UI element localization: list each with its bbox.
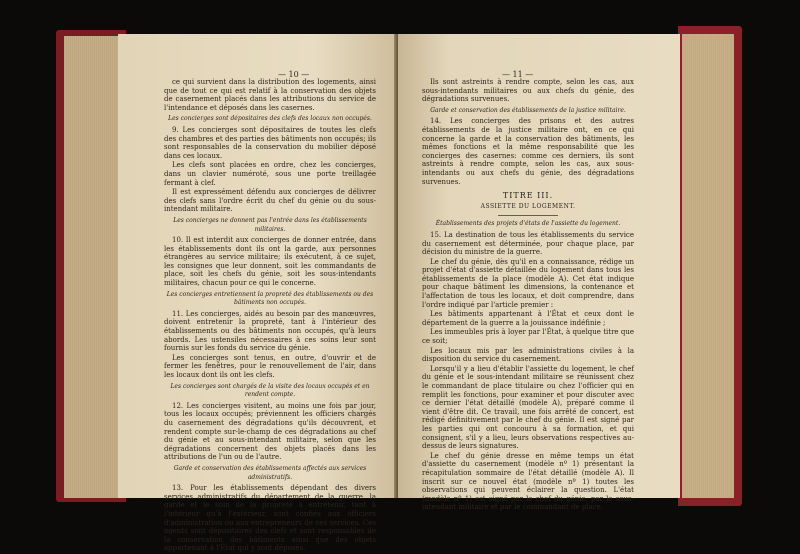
paragraph: 10. Il est interdit aux concierges de donner entrée, dans les établissements dont ils ont la garde, aux personnes étrangères au service militaire; ils exécutent, à ce sujet, les consignes que leur donnent, soit les commandants de place, soit les chefs du génie, soit les sous-intendants militaires, chacun pour ce qui le concerne. (164, 236, 376, 288)
section-title: TITRE III. (502, 191, 554, 201)
paragraph: 11. Les concierges, aidés au besoin par des manœuvres, doivent entretenir la propreté, tant à l'intérieur des établissements ou des bâtiments non occupés, qu'à leurs abords. Les ustensiles nécessaires à ces soins leur sont fournis sur les fonds du service du génie. (164, 309, 376, 353)
paragraph: Ils sont astreints à rendre compte, selon les cas, aux sous-intendants militaires ou aux chefs du génie, des dégradations survenues. (422, 78, 634, 104)
paragraph: Le chef du génie dresse en même temps un état d'assiette du casernement (modèle nº 1) présentant la récapitulation sommaire de l'état détaillé (modèle A). Il inscrit sur ce nouvel état (modèle nº 1) toutes les observations qui peuvent éclairer la question. L'état (modèle nº 1) est signé par le chef du génie, par le sous-intendant militaire et par le commandant de place. (422, 451, 634, 512)
paragraph: Les locaux mis par les administrations civiles à la disposition du service du casernement. (422, 346, 634, 364)
side-heading: Garde et conservation des établissements affectés aux services administratifs. (173, 464, 367, 481)
left-page (118, 34, 398, 553)
page-edges-right (682, 34, 734, 498)
page-number: — 11 — (502, 70, 534, 79)
paragraph: Le chef du génie, dès qu'il en a connaissance, rédige un projet d'état d'assiette détaillée du logement dans tous les établissements de la place (modèle A). Cet état indique pour chaque bâtiment les dimensions, la contenance et l'affectation de tous les locaux, et doit comprendre, dans l'ordre indiqué par l'article premier : (422, 257, 634, 309)
page-number: — 10 — (278, 70, 310, 79)
side-heading: Les concierges ne donnent pas l'entrée dans les établissements militaires. (173, 216, 367, 233)
section-subtitle: ASSIETTE DU LOGEMENT. (480, 202, 576, 210)
paragraph: 13. Pour les établissements dépendant des divers services administratifs du département de la guerre, la garde et le soin de la propreté à entretenir, tant à l'intérieur qu'à l'extérieur, sont confiés aux officiers d'administration ou aux entrepreneurs de ces services. Ces agents sont dépositaires des clefs et sont responsables de la conservation des bâtiments ainsi que des objets appartenant à l'État qui y sont déposés. (164, 484, 376, 553)
paragraph: Les immeubles pris à loyer par l'État, à quelque titre que ce soit; (422, 328, 634, 346)
side-heading: Les concierges sont chargés de la visite des locaux occupés et en rendent compte. (170, 382, 370, 399)
side-heading: Les concierges entretiennent la propreté des établissements ou des bâtiments non occupés. (166, 290, 374, 307)
right-page-text (422, 78, 634, 513)
left-page-text (164, 78, 376, 554)
paragraph: Il est expressément défendu aux concierges de délivrer des clefs sans l'ordre écrit du chef du génie ou du sous-intendant militaire. (164, 188, 376, 214)
right-page (398, 34, 680, 512)
paragraph: 12. Les concierges visitent, au moins une fois par jour, tous les locaux occupés; préviennent les officiers chargés du casernement des dégradations qu'ils découvrent, et rendent compte sur-le-champ de ces dégradations au chef du génie et au sous-intendant militaire, selon que les dégradations concernent des objets placés dans les attributions de l'un ou de l'autre. (164, 401, 376, 462)
side-heading: Établissements des projets d'états de l'assiette du logement. (435, 220, 621, 228)
paragraph: Les clefs sont placées en ordre, chez les concierges, dans un clavier numéroté, sous une porte treillagée fermant à clef. (164, 161, 376, 187)
paragraph: 9. Les concierges sont dépositaires de toutes les clefs des chambres et des parties des bâtiments non occupés; ils sont responsables de la conservation du mobilier déposé dans ces locaux. (164, 125, 376, 160)
paragraph: Les bâtiments appartenant à l'État et ceux dont le département de la guerre a la jouissance indéfinie ; (422, 310, 634, 327)
paragraph: Les concierges sont tenus, en outre, d'ouvrir et de fermer les fenêtres, pour le renouvellement de l'air, dans les locaux dont ils ont les clefs. (164, 353, 376, 379)
side-heading: Garde et conservation des établissements de la justice militaire. (430, 106, 626, 114)
paragraph: 15. La destination de tous les établissements du service du casernement est déterminée, pour chaque place, par décision du ministre de la guerre. (422, 230, 634, 257)
paragraph: ce qui survient dans la distribution des logements, ainsi que de tout ce qui est relatif à la conservation des objets de casernement placés dans les attributions du service de l'intendance et déposés dans les casernes. (164, 78, 376, 112)
section-rule (498, 215, 558, 216)
side-heading: Les concierges sont dépositaires des clefs des locaux non occupés. (168, 115, 372, 123)
paragraph: Lorsqu'il y a lieu d'établir l'assiette du logement, le chef du génie et le sous-intendant militaire se réunissent chez le commandant de place titulaire ou chez l'officier qui en remplit les fonctions, pour examiner et pour discuter avec ce dernier l'état détaillé (modèle A), préparé comme il vient d'être dit. Ce travail, une fois arrêté de concert, est rédigé définitivement par le chef du génie. Il est signé par les parties qui ont concouru à sa formation, et qui consignent, s'il y a lieu, leurs observations respectives au-dessus de leurs signatures. (422, 364, 634, 451)
paragraph: 14. Les concierges des prisons et des autres établissements de la justice militaire ont, en ce qui concerne la garde et la conservation des bâtiments, les mêmes fonctions et la même responsabilité que les concierges des casernes: comme ces derniers, ils sont astreints à rendre compte, selon les cas, aux sous-intendants ou aux chefs du génie, des dégradations survenues. (422, 117, 634, 186)
open-book (56, 26, 742, 553)
page-edges-left (64, 36, 124, 498)
